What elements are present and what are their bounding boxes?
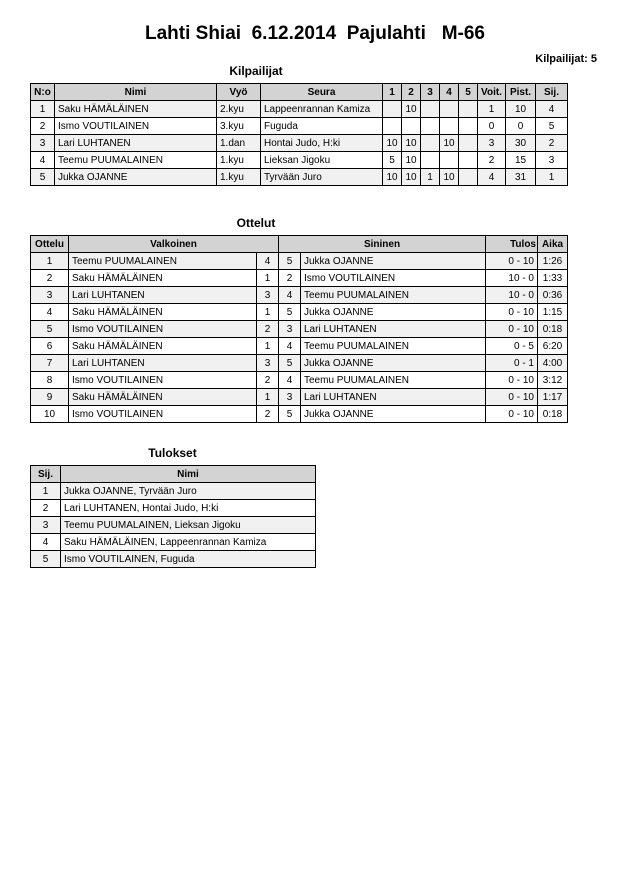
cell-tulos: 10 - 0 bbox=[486, 270, 538, 287]
cell-score-3 bbox=[421, 152, 440, 169]
cell-sij: 1 bbox=[31, 483, 61, 500]
cell-no: 3 bbox=[31, 135, 55, 152]
cell-score-4: 10 bbox=[440, 135, 459, 152]
page-title: Lahti Shiai 6.12.2014 Pajulahti M-66 bbox=[144, 23, 485, 44]
ottelut-row bbox=[31, 270, 568, 287]
kilpailijat-row bbox=[31, 169, 568, 186]
cell-blue-name: Teemu PUUMALAINEN bbox=[301, 372, 486, 389]
cell-sij: 3 bbox=[536, 152, 568, 169]
header-ottelu: Ottelu bbox=[31, 236, 69, 253]
cell-seura: Hontai Judo, H:ki bbox=[261, 135, 383, 152]
cell-blue-no: 3 bbox=[279, 389, 301, 406]
cell-score-1: 5 bbox=[383, 152, 402, 169]
cell-pist: 0 bbox=[506, 118, 536, 135]
tulokset-table bbox=[30, 465, 316, 568]
cell-tulos: 0 - 10 bbox=[486, 389, 538, 406]
cell-aika: 0:18 bbox=[538, 406, 568, 423]
cell-blue-name: Jukka OJANNE bbox=[301, 253, 486, 270]
cell-white-no: 4 bbox=[257, 253, 279, 270]
cell-nimi: Ismo VOUTILAINEN, Fuguda bbox=[61, 551, 316, 568]
cell-tulos: 0 - 10 bbox=[486, 372, 538, 389]
cell-tulos: 0 - 5 bbox=[486, 338, 538, 355]
header-vyo: Vyö bbox=[217, 84, 261, 101]
cell-white-no: 1 bbox=[257, 389, 279, 406]
cell-blue-no: 5 bbox=[279, 406, 301, 423]
cell-nimi: Ismo VOUTILAINEN bbox=[55, 118, 217, 135]
cell-voit: 4 bbox=[478, 169, 506, 186]
ottelut-row bbox=[31, 406, 568, 423]
cell-score-1 bbox=[383, 118, 402, 135]
cell-tulos: 0 - 10 bbox=[486, 253, 538, 270]
cell-blue-no: 2 bbox=[279, 270, 301, 287]
tulokset-row bbox=[31, 500, 316, 517]
header-sininen: Sininen bbox=[279, 236, 486, 253]
cell-sij: 1 bbox=[536, 169, 568, 186]
cell-score-3 bbox=[421, 118, 440, 135]
cell-blue-name: Teemu PUUMALAINEN bbox=[301, 287, 486, 304]
cell-white-name: Saku HÄMÄLÄINEN bbox=[69, 270, 257, 287]
header-pist: Pist. bbox=[506, 84, 536, 101]
ottelut-row bbox=[31, 389, 568, 406]
ottelut-row bbox=[31, 372, 568, 389]
cell-aika: 4:00 bbox=[538, 355, 568, 372]
cell-nimi: Lari LUHTANEN, Hontai Judo, H:ki bbox=[61, 500, 316, 517]
ottelut-table bbox=[30, 235, 568, 423]
cell-sij: 5 bbox=[31, 551, 61, 568]
cell-score-2: 10 bbox=[402, 135, 421, 152]
cell-aika: 1:26 bbox=[538, 253, 568, 270]
tulokset-header-row bbox=[31, 466, 316, 483]
cell-white-no: 3 bbox=[257, 287, 279, 304]
cell-seura: Lappeenrannan Kamiza bbox=[261, 101, 383, 118]
cell-vyo: 3.kyu bbox=[217, 118, 261, 135]
cell-pist: 31 bbox=[506, 169, 536, 186]
tulokset-row bbox=[31, 551, 316, 568]
cell-seura: Fuguda bbox=[261, 118, 383, 135]
cell-vyo: 1.kyu bbox=[217, 169, 261, 186]
header-no: N:o bbox=[31, 84, 55, 101]
cell-pist: 15 bbox=[506, 152, 536, 169]
tulokset-row bbox=[31, 534, 316, 551]
tulokset-row bbox=[31, 483, 316, 500]
cell-match-no: 10 bbox=[31, 406, 69, 423]
cell-blue-no: 5 bbox=[279, 355, 301, 372]
cell-blue-name: Ismo VOUTILAINEN bbox=[301, 270, 486, 287]
header-opponent-2: 2 bbox=[402, 84, 421, 101]
cell-white-no: 2 bbox=[257, 372, 279, 389]
cell-match-no: 7 bbox=[31, 355, 69, 372]
cell-blue-no: 5 bbox=[279, 304, 301, 321]
cell-sij: 2 bbox=[536, 135, 568, 152]
cell-white-name: Ismo VOUTILAINEN bbox=[69, 406, 257, 423]
cell-score-1: 10 bbox=[383, 135, 402, 152]
cell-score-3: 1 bbox=[421, 169, 440, 186]
ottelut-heading: Ottelut bbox=[236, 216, 276, 230]
cell-sij: 2 bbox=[31, 500, 61, 517]
ottelut-row bbox=[31, 321, 568, 338]
cell-aika: 6:20 bbox=[538, 338, 568, 355]
cell-nimi: Teemu PUUMALAINEN bbox=[55, 152, 217, 169]
kilpailijat-heading: Kilpailijat bbox=[229, 64, 283, 78]
cell-match-no: 9 bbox=[31, 389, 69, 406]
header-opponent-4: 4 bbox=[440, 84, 459, 101]
cell-blue-no: 5 bbox=[279, 253, 301, 270]
cell-nimi: Saku HÄMÄLÄINEN bbox=[55, 101, 217, 118]
cell-white-name: Saku HÄMÄLÄINEN bbox=[69, 389, 257, 406]
cell-blue-no: 3 bbox=[279, 321, 301, 338]
cell-voit: 0 bbox=[478, 118, 506, 135]
cell-seura: Tyrvään Juro bbox=[261, 169, 383, 186]
cell-score-4: 10 bbox=[440, 169, 459, 186]
cell-sij: 5 bbox=[536, 118, 568, 135]
cell-nimi: Jukka OJANNE bbox=[55, 169, 217, 186]
cell-white-name: Ismo VOUTILAINEN bbox=[69, 321, 257, 338]
header-opponent-1: 1 bbox=[383, 84, 402, 101]
header-opponent-5: 5 bbox=[459, 84, 478, 101]
cell-white-name: Lari LUHTANEN bbox=[69, 287, 257, 304]
cell-tulos: 0 - 10 bbox=[486, 321, 538, 338]
tulokset-heading: Tulokset bbox=[148, 446, 197, 460]
cell-blue-name: Lari LUHTANEN bbox=[301, 389, 486, 406]
kilpailijat-row bbox=[31, 135, 568, 152]
cell-match-no: 6 bbox=[31, 338, 69, 355]
cell-nimi: Jukka OJANNE, Tyrvään Juro bbox=[61, 483, 316, 500]
kilpailijat-header-row bbox=[31, 84, 568, 101]
cell-nimi: Teemu PUUMALAINEN, Lieksan Jigoku bbox=[61, 517, 316, 534]
header-valkoinen: Valkoinen bbox=[69, 236, 279, 253]
cell-blue-no: 4 bbox=[279, 287, 301, 304]
tulokset-row bbox=[31, 517, 316, 534]
kilpailijat-table bbox=[30, 83, 568, 186]
cell-seura: Lieksan Jigoku bbox=[261, 152, 383, 169]
cell-score-2 bbox=[402, 118, 421, 135]
header-aika: Aika bbox=[538, 236, 568, 253]
cell-vyo: 1.dan bbox=[217, 135, 261, 152]
kilpailijat-row bbox=[31, 152, 568, 169]
cell-tulos: 0 - 10 bbox=[486, 304, 538, 321]
cell-no: 1 bbox=[31, 101, 55, 118]
cell-score-3 bbox=[421, 101, 440, 118]
kilpailijat-row bbox=[31, 101, 568, 118]
cell-score-1: 10 bbox=[383, 169, 402, 186]
ottelut-row bbox=[31, 253, 568, 270]
header-nimi: Nimi bbox=[55, 84, 217, 101]
cell-white-no: 2 bbox=[257, 321, 279, 338]
cell-white-no: 1 bbox=[257, 270, 279, 287]
cell-blue-no: 4 bbox=[279, 372, 301, 389]
cell-aika: 1:33 bbox=[538, 270, 568, 287]
cell-blue-no: 4 bbox=[279, 338, 301, 355]
cell-voit: 2 bbox=[478, 152, 506, 169]
cell-no: 4 bbox=[31, 152, 55, 169]
cell-vyo: 2.kyu bbox=[217, 101, 261, 118]
cell-aika: 0:18 bbox=[538, 321, 568, 338]
cell-blue-name: Jukka OJANNE bbox=[301, 355, 486, 372]
cell-white-no: 3 bbox=[257, 355, 279, 372]
cell-sij: 4 bbox=[536, 101, 568, 118]
cell-voit: 3 bbox=[478, 135, 506, 152]
cell-no: 2 bbox=[31, 118, 55, 135]
cell-match-no: 3 bbox=[31, 287, 69, 304]
cell-tulos: 0 - 10 bbox=[486, 406, 538, 423]
cell-score-5 bbox=[459, 101, 478, 118]
header-opponent-3: 3 bbox=[421, 84, 440, 101]
cell-score-5 bbox=[459, 169, 478, 186]
cell-vyo: 1.kyu bbox=[217, 152, 261, 169]
ottelut-row bbox=[31, 287, 568, 304]
ottelut-header-row bbox=[31, 236, 568, 253]
cell-white-no: 2 bbox=[257, 406, 279, 423]
ottelut-row bbox=[31, 338, 568, 355]
cell-white-name: Saku HÄMÄLÄINEN bbox=[69, 338, 257, 355]
cell-score-2: 10 bbox=[402, 169, 421, 186]
cell-sij: 4 bbox=[31, 534, 61, 551]
cell-blue-name: Lari LUHTANEN bbox=[301, 321, 486, 338]
cell-no: 5 bbox=[31, 169, 55, 186]
cell-match-no: 8 bbox=[31, 372, 69, 389]
cell-score-5 bbox=[459, 118, 478, 135]
cell-score-2: 10 bbox=[402, 101, 421, 118]
competitor-count-label: Kilpailijat: 5 bbox=[535, 53, 597, 65]
cell-match-no: 5 bbox=[31, 321, 69, 338]
cell-white-name: Teemu PUUMALAINEN bbox=[69, 253, 257, 270]
cell-score-2: 10 bbox=[402, 152, 421, 169]
header-nimi: Nimi bbox=[61, 466, 316, 483]
ottelut-row bbox=[31, 304, 568, 321]
cell-blue-name: Jukka OJANNE bbox=[301, 304, 486, 321]
cell-tulos: 10 - 0 bbox=[486, 287, 538, 304]
cell-nimi: Saku HÄMÄLÄINEN, Lappeenrannan Kamiza bbox=[61, 534, 316, 551]
cell-blue-name: Jukka OJANNE bbox=[301, 406, 486, 423]
cell-score-4 bbox=[440, 152, 459, 169]
cell-match-no: 2 bbox=[31, 270, 69, 287]
cell-aika: 1:17 bbox=[538, 389, 568, 406]
cell-white-no: 1 bbox=[257, 338, 279, 355]
cell-voit: 1 bbox=[478, 101, 506, 118]
ottelut-row bbox=[31, 355, 568, 372]
cell-score-3 bbox=[421, 135, 440, 152]
header-seura: Seura bbox=[261, 84, 383, 101]
cell-aika: 1:15 bbox=[538, 304, 568, 321]
cell-pist: 30 bbox=[506, 135, 536, 152]
cell-blue-name: Teemu PUUMALAINEN bbox=[301, 338, 486, 355]
cell-aika: 3:12 bbox=[538, 372, 568, 389]
cell-match-no: 4 bbox=[31, 304, 69, 321]
header-voit: Voit. bbox=[478, 84, 506, 101]
cell-score-4 bbox=[440, 101, 459, 118]
cell-score-5 bbox=[459, 135, 478, 152]
cell-match-no: 1 bbox=[31, 253, 69, 270]
cell-nimi: Lari LUHTANEN bbox=[55, 135, 217, 152]
cell-score-4 bbox=[440, 118, 459, 135]
header-sij: Sij. bbox=[536, 84, 568, 101]
header-tulos: Tulos bbox=[486, 236, 538, 253]
cell-aika: 0:36 bbox=[538, 287, 568, 304]
cell-sij: 3 bbox=[31, 517, 61, 534]
cell-white-name: Saku HÄMÄLÄINEN bbox=[69, 304, 257, 321]
cell-white-no: 1 bbox=[257, 304, 279, 321]
kilpailijat-row bbox=[31, 118, 568, 135]
cell-tulos: 0 - 1 bbox=[486, 355, 538, 372]
cell-white-name: Ismo VOUTILAINEN bbox=[69, 372, 257, 389]
cell-pist: 10 bbox=[506, 101, 536, 118]
header-sij: Sij. bbox=[31, 466, 61, 483]
cell-white-name: Lari LUHTANEN bbox=[69, 355, 257, 372]
cell-score-5 bbox=[459, 152, 478, 169]
cell-score-1 bbox=[383, 101, 402, 118]
